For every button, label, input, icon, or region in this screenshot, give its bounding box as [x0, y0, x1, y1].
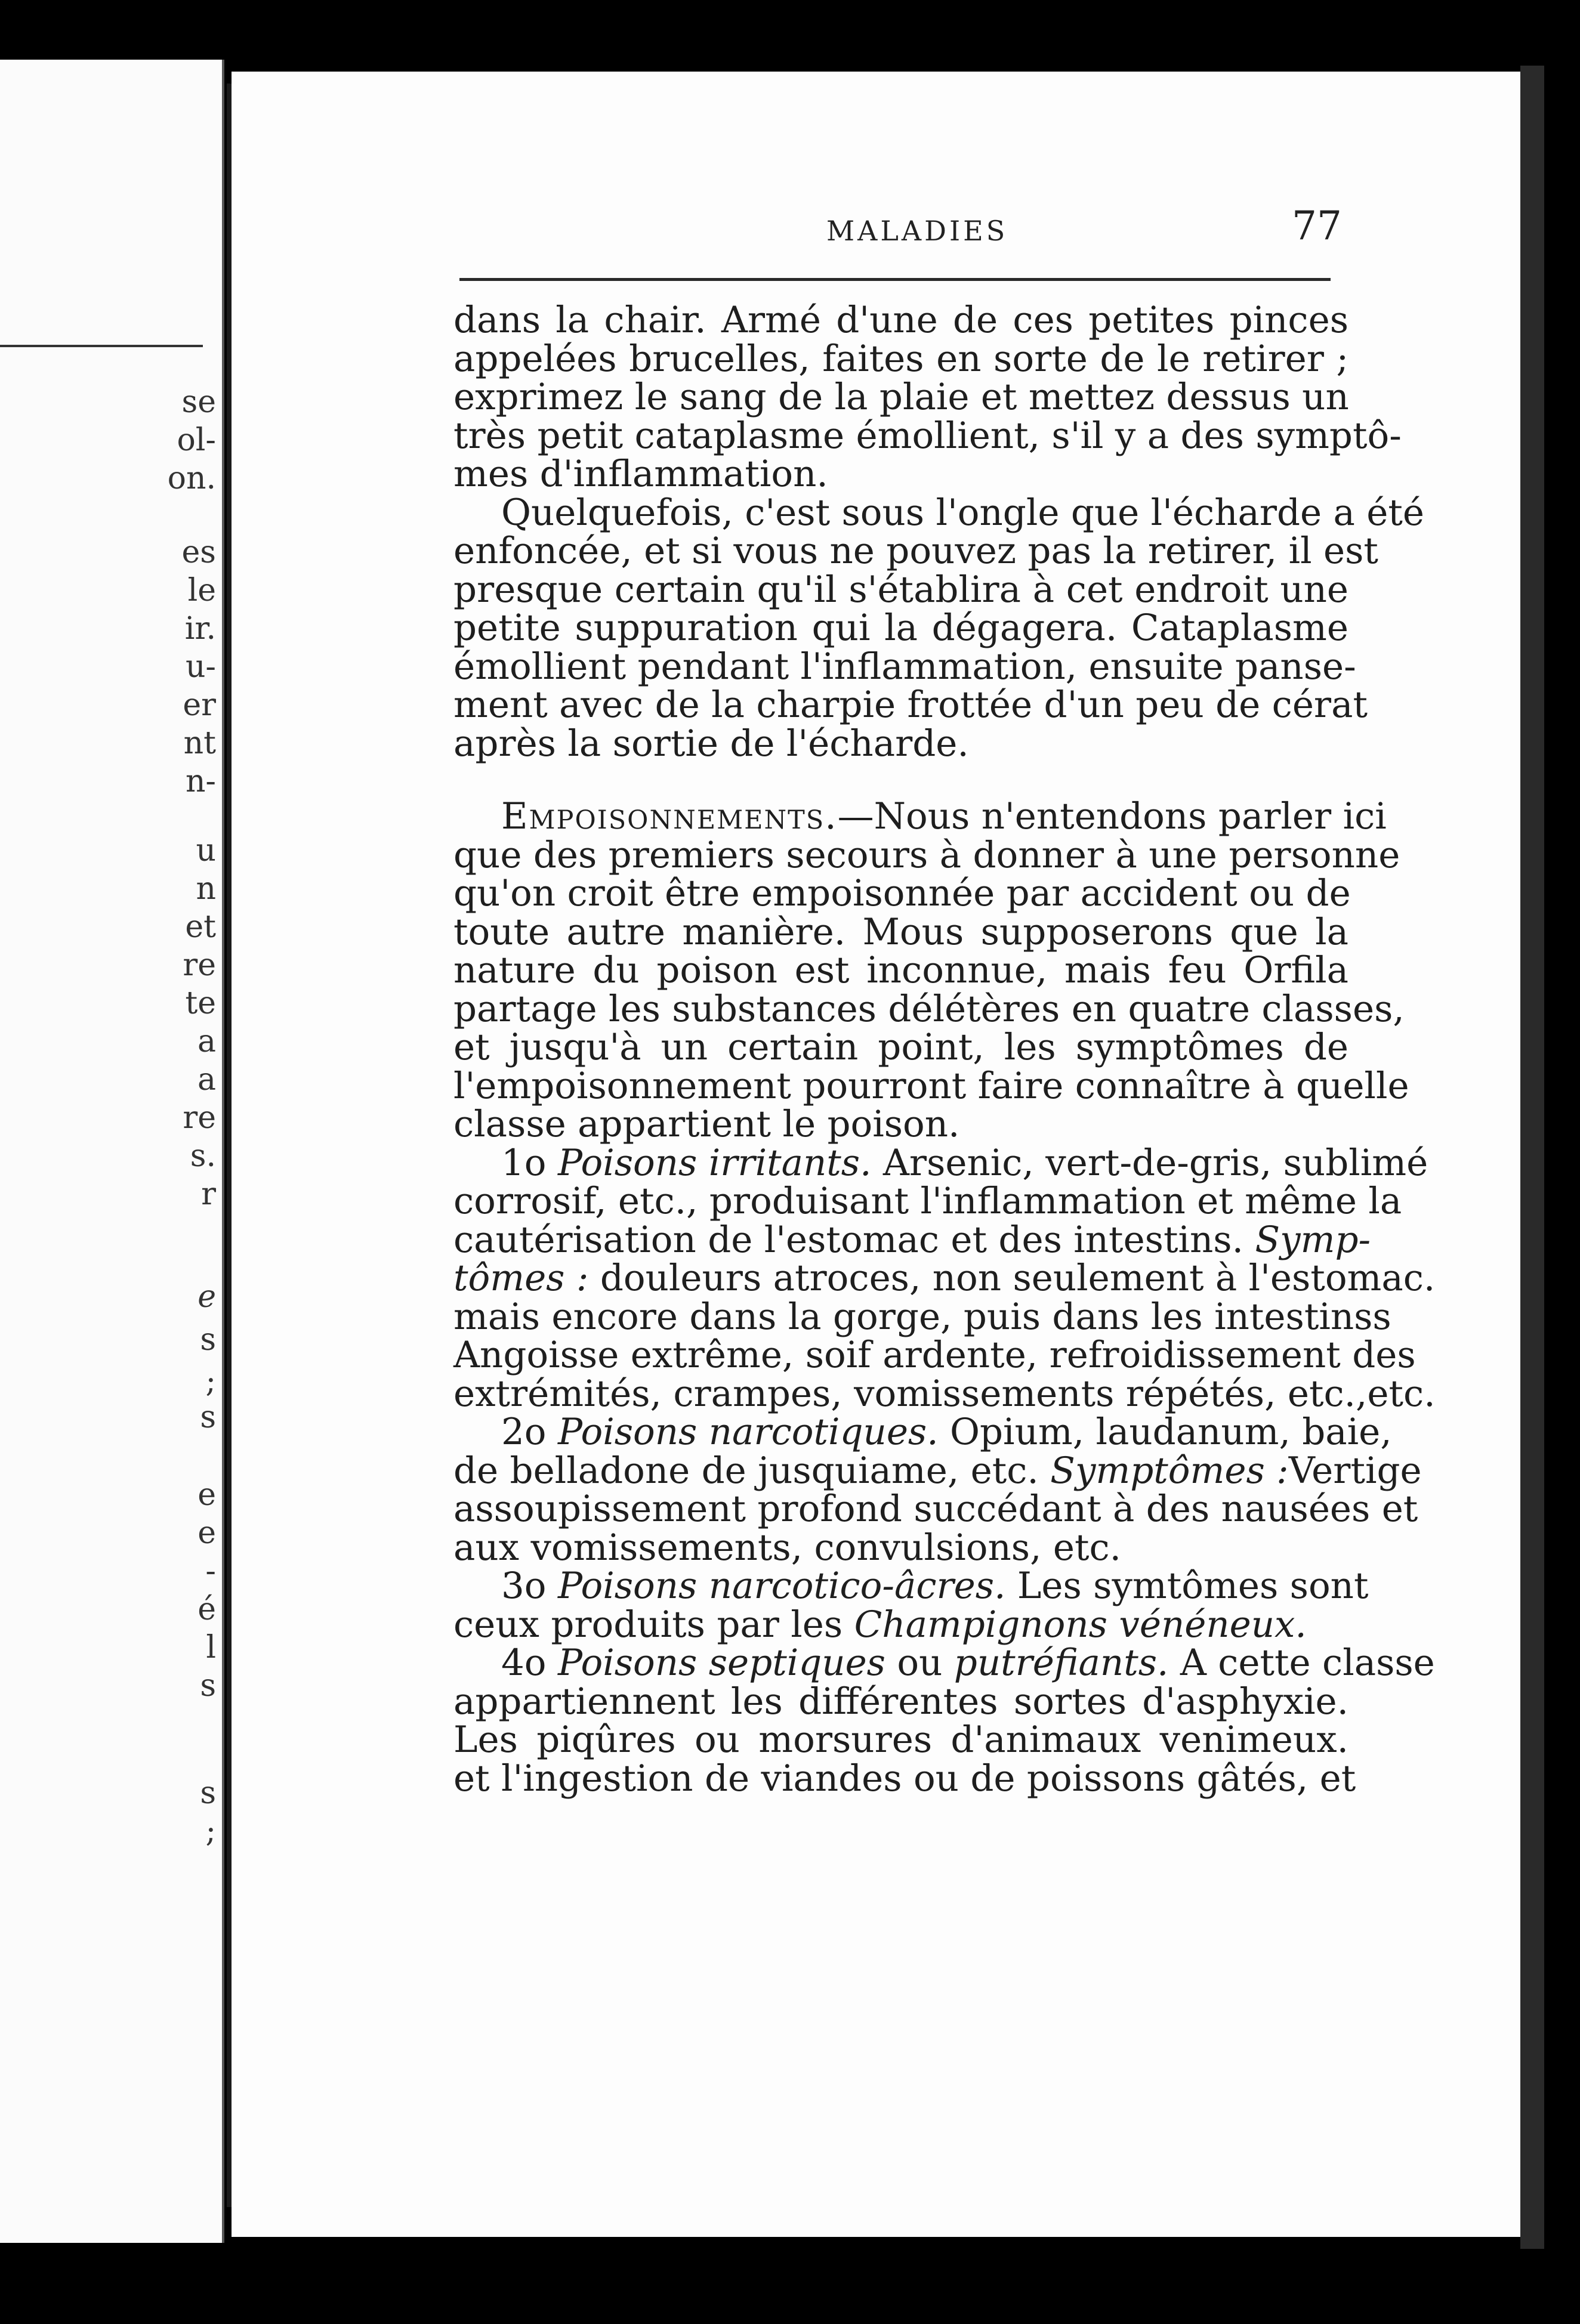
facing-page-fragment: s. — [190, 1138, 216, 1174]
text-run: de belladone de jusquiame, etc. — [453, 1449, 1039, 1492]
facing-page-fragment: e — [198, 1279, 216, 1315]
facing-page-fragment: le — [187, 573, 216, 608]
facing-page-fragment: ; — [205, 1364, 216, 1399]
facing-page-fragment: es — [181, 534, 216, 570]
item-title: Poisons septiques — [557, 1642, 885, 1684]
text-line: extrémités, crampes, vomissements répétés, etc.,etc. — [453, 1372, 1436, 1415]
text-line: appartiennent les différentes sortes d'asphyxie. — [453, 1680, 1348, 1723]
text-line — [453, 795, 1387, 837]
text-line — [453, 1257, 1436, 1299]
facing-page-fragment: e — [198, 1477, 216, 1513]
page-edge-shadow — [1520, 66, 1544, 2249]
facing-page-fragment: nt — [183, 725, 216, 761]
text-line: et jusqu'à un certain point, les symptômes de — [453, 1026, 1348, 1068]
item-number: 1o — [501, 1141, 547, 1184]
facing-page-fragment: a — [197, 1062, 216, 1098]
facing-page-fragment: s — [200, 1322, 216, 1358]
page-number: 77 — [1292, 203, 1342, 249]
section-heading: Empoisonnements. — [501, 795, 838, 837]
facing-page-fragment: et — [185, 909, 216, 945]
text-run-italic: Symp- — [1255, 1218, 1371, 1261]
facing-page-fragment: u — [196, 833, 216, 869]
text-run: A cette classe — [1180, 1642, 1435, 1684]
page-gutter — [227, 84, 232, 2207]
facing-page-fragment: re — [183, 1100, 216, 1136]
text-line: après la sortie de l'écharde. — [453, 722, 969, 765]
text-line: Quelquefois, c'est sous l'ongle que l'écharde a été — [501, 491, 1425, 534]
text-line: petite suppuration qui la dégagera. Cataplasme — [453, 607, 1348, 649]
text-line — [453, 1411, 1392, 1453]
facing-page — [0, 60, 224, 2243]
text-line: partage les substances délétères en quatre classes, — [453, 987, 1405, 1030]
text-line: l'empoisonnement pourront faire connaître à quelle — [453, 1064, 1409, 1107]
text-line: mais encore dans la gorge, puis dans les intestinss — [453, 1295, 1391, 1338]
text-run: Opium, laudanum, baie, — [950, 1411, 1392, 1453]
facing-page-rule — [0, 345, 203, 347]
text-line: classe appartient le poison. — [453, 1103, 960, 1145]
text-run: cautérisation de l'estomac et des intestins. — [453, 1218, 1243, 1261]
text-line — [453, 1141, 1428, 1184]
text-run: Les symtômes sont — [1017, 1565, 1369, 1607]
text-line — [453, 1565, 1369, 1607]
text-line: corrosif, etc., produisant l'inflammation et même la — [453, 1180, 1402, 1222]
text-line: très petit cataplasme émollient, s'il y a des symptô- — [453, 414, 1402, 457]
item-title: Poisons narcotiques. — [557, 1411, 939, 1453]
item-number: 4o — [501, 1642, 547, 1684]
facing-page-fragment: ; — [205, 1813, 216, 1849]
text-line: dans la chair. Armé d'une de ces petites pinces — [453, 299, 1348, 341]
text-line: assoupissement profond succédant à des nausées et — [453, 1488, 1418, 1530]
facing-page-fragment: e — [198, 1515, 216, 1551]
text-line — [453, 1642, 1435, 1684]
text-run-italic: tômes : — [453, 1257, 589, 1299]
text-line: toute autre manière. Mous supposerons que la — [453, 910, 1348, 953]
text-run: ou — [897, 1642, 943, 1684]
text-line: presque certain qu'il s'établira à cet endroit une — [453, 568, 1348, 611]
text-line: enfoncée, et si vous ne pouvez pas la retirer, il est — [453, 530, 1378, 572]
item-title: putréfiants. — [953, 1642, 1169, 1684]
item-title: Poisons narcotico-âcres. — [557, 1565, 1006, 1607]
text-run: ceux produits par les — [453, 1603, 843, 1646]
facing-page-fragment: re — [183, 947, 216, 983]
text-line: et l'ingestion de viandes ou de poissons gâtés, et — [453, 1757, 1356, 1800]
header-rule — [459, 278, 1331, 281]
text-run-italic: Symptômes : — [1050, 1449, 1289, 1492]
text-line — [453, 1603, 1348, 1646]
text-line: émollient pendant l'inflammation, ensuite panse- — [453, 645, 1356, 688]
text-line: ment avec de la charpie frottée d'un peu de cérat — [453, 684, 1368, 726]
running-head: MALADIES — [826, 215, 1008, 247]
body-text — [453, 299, 1436, 1800]
text-line: appelées brucelles, faites en sorte de le retirer ; — [453, 337, 1348, 380]
text-run: Vertige — [1288, 1449, 1422, 1492]
facing-page-fragment: é — [198, 1591, 216, 1627]
facing-page-fragment: se — [181, 384, 216, 420]
facing-page-fragment: - — [205, 1553, 216, 1589]
facing-page-fragment: er — [183, 687, 216, 723]
text-line — [453, 1218, 1371, 1261]
facing-page-fragment: u- — [185, 649, 216, 685]
facing-page-fragment: s — [200, 1399, 216, 1435]
facing-page-fragment: ir. — [184, 611, 216, 647]
facing-page-fragment: s — [200, 1775, 216, 1811]
item-number: 2o — [501, 1411, 547, 1453]
text-line: aux vomissements, convulsions, etc. — [453, 1526, 1122, 1569]
paragraph-gap — [453, 763, 1348, 798]
facing-page-fragment: s — [200, 1668, 216, 1704]
text-line: exprimez le sang de la plaie et mettez dessus un — [453, 376, 1349, 418]
facing-page-fragment: n- — [185, 764, 216, 799]
facing-page-fragment: a — [197, 1024, 216, 1059]
item-title: Poisons irritants. — [557, 1141, 872, 1184]
facing-page-fragment: n — [196, 871, 216, 907]
facing-page-fragment: r — [201, 1176, 216, 1212]
text-line: qu'on croit être empoisonnée par accident ou de — [453, 872, 1351, 914]
item-number: 3o — [501, 1565, 547, 1607]
text-line — [453, 1449, 1422, 1492]
text-run: Arsenic, vert-de-gris, sublimé — [882, 1141, 1428, 1184]
text-run: —Nous n'entendons parler ici — [837, 795, 1387, 837]
text-run: douleurs atroces, non seulement à l'estomac. — [600, 1257, 1436, 1299]
facing-page-fragment: on. — [167, 461, 216, 496]
facing-page-fragment: ol- — [177, 422, 216, 458]
text-line: mes d'inflammation. — [453, 453, 828, 495]
text-run-italic: Champignons vénéneux. — [854, 1603, 1307, 1646]
text-line: que des premiers secours à donner à une personne — [453, 833, 1400, 876]
facing-page-fragment: l — [206, 1630, 216, 1665]
text-line: Les piqûres ou morsures d'animaux venimeux. — [453, 1719, 1348, 1761]
text-line: Angoisse extrême, soif ardente, refroidissement des — [453, 1334, 1416, 1376]
facing-page-fragment: te — [185, 985, 216, 1021]
text-line: nature du poison est inconnue, mais feu Orfila — [453, 949, 1348, 991]
